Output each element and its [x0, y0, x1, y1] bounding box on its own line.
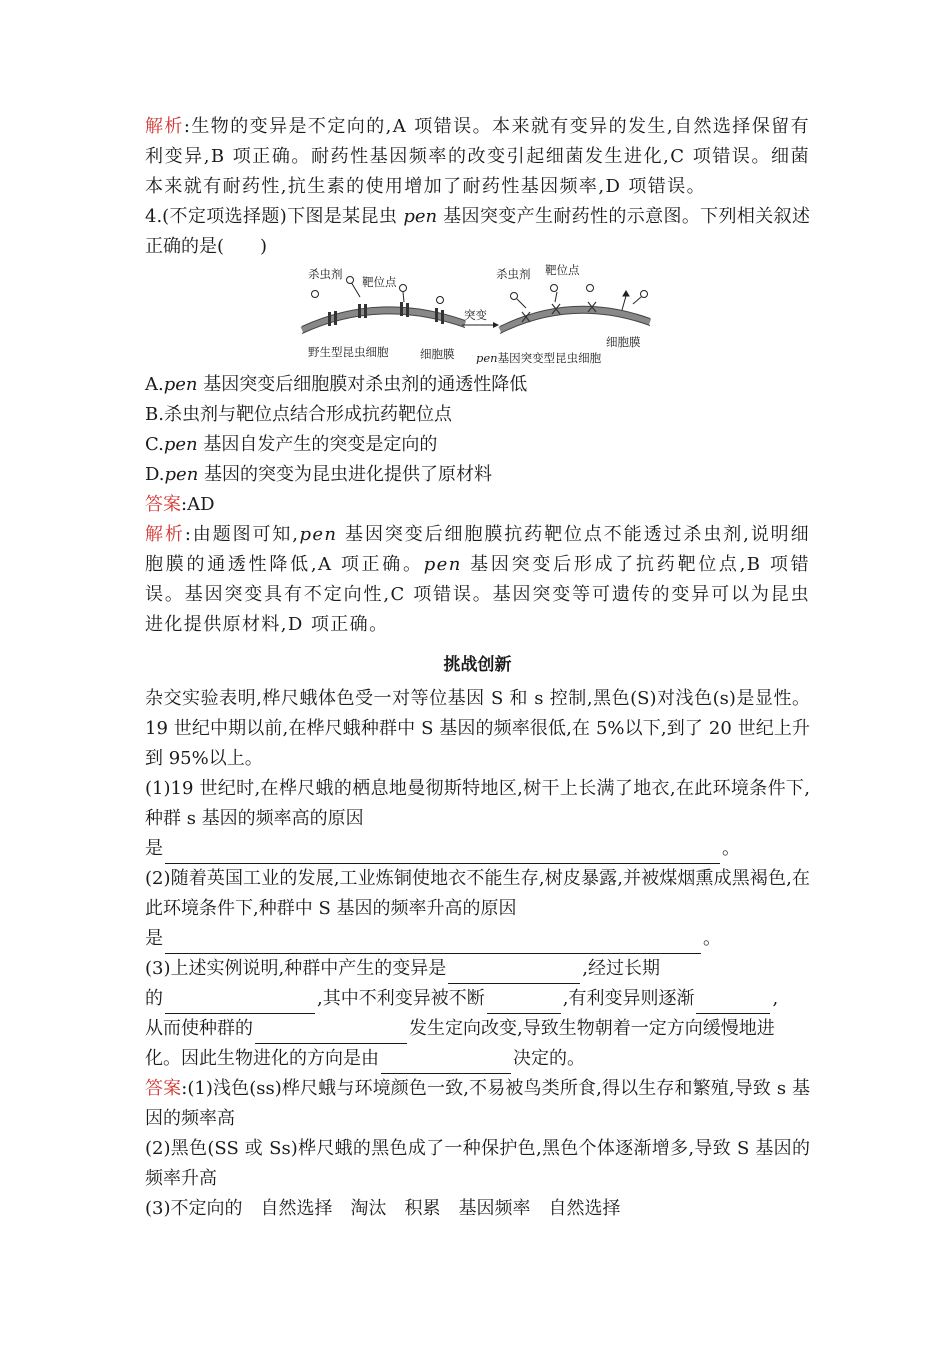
- answer-label: 答案: [145, 494, 181, 515]
- text: 是: [145, 838, 163, 859]
- analysis-paragraph: [145, 520, 810, 640]
- text: ,有利变异则逐渐: [562, 988, 695, 1009]
- challenge-q3-line3: [145, 1014, 810, 1044]
- text: ,: [772, 988, 779, 1009]
- challenge-q1-blank-line: [145, 834, 810, 864]
- option-d: [145, 460, 810, 490]
- label-target-right: 靶位点: [545, 264, 580, 277]
- answer-line: [145, 490, 810, 520]
- text: ,其中不利变异被不断: [317, 988, 485, 1009]
- analysis-text: :生物的变异是不定向的,A 项错误。本来就有变异的发生,自然选择保留有利变异,B 项正确。耐药性基因频率的改变引起细菌发生进化,C 项错误。细菌本来就有耐药性,抗生素的使用增加了耐药性基因频率,D 项错误。: [145, 116, 810, 197]
- challenge-q2-blank-line: [145, 924, 810, 954]
- document-page: [145, 112, 810, 1224]
- label-membrane-left: 细胞膜: [420, 347, 455, 361]
- challenge-answer-2: (2)黑色(SS 或 Ss)桦尺蛾的黑色成了一种保护色,黑色个体逐渐增多,导致 S 基因的频率升高: [145, 1138, 810, 1189]
- analysis-paragraph: [145, 112, 810, 202]
- challenge-q3-line4: [145, 1044, 810, 1074]
- answer-blank[interactable]: [381, 1051, 511, 1074]
- text: (3)上述实例说明,种群中产生的变异是: [145, 958, 447, 979]
- label-mutant-cell: [476, 351, 602, 364]
- label-membrane-right: 细胞膜: [606, 335, 641, 349]
- label-target-left: 靶位点: [362, 275, 397, 289]
- text: 。: [703, 928, 721, 949]
- gene-name: pen: [403, 206, 438, 227]
- label-insecticide-right: 杀虫剂: [496, 267, 531, 281]
- text: 发生定向改变,导致生物朝着一定方向缓慢地进: [409, 1018, 775, 1039]
- text: 决定的。: [513, 1048, 585, 1069]
- option-text: 基因的突变为昆虫进化提供了原材料: [198, 464, 493, 485]
- challenge-q3-line1: [145, 954, 810, 984]
- option-text: 基因自发产生的突变是定向的: [197, 434, 438, 455]
- answer-label: 答案: [145, 1078, 182, 1099]
- question-4-stem: [145, 202, 810, 262]
- question-stem-text: 4.(不定项选择题)下图是某昆虫: [145, 206, 404, 227]
- text: ,经过长期: [582, 958, 660, 979]
- label-wild-type-cell: 野生型昆虫细胞: [308, 345, 389, 359]
- gene-name: pen: [163, 434, 198, 455]
- answer-blank[interactable]: [448, 961, 580, 984]
- question-stem-text: 基因突变产生耐药性的示意图。下列相关叙述正确的是( ): [145, 206, 810, 257]
- analysis-text: 基因突变后形成了抗药靶位点,B 项错误。基因突变具有不定向性,C 项错误。基因突变等可遗传的变异可以为昆虫进化提供原材料,D 项正确。: [145, 554, 810, 635]
- option-c: [145, 430, 810, 460]
- analysis-text: :由题图可知,: [184, 524, 300, 545]
- gene-name: pen: [164, 464, 199, 485]
- challenge-q3-line2: [145, 984, 810, 1014]
- option-prefix: A.: [145, 374, 164, 395]
- option-text: 基因突变后细胞膜对杀虫剂的通透性降低: [197, 374, 528, 395]
- answer-blank[interactable]: [487, 991, 561, 1014]
- challenge-answer-3: (3)不定向的 自然选择 淘汰 积累 基因频率 自然选择: [145, 1198, 621, 1219]
- answer-blank[interactable]: [696, 991, 770, 1014]
- text: 的: [145, 988, 163, 1009]
- analysis-label: 解析: [145, 524, 185, 545]
- gene-name: pen: [299, 524, 338, 545]
- analysis-text: 基因突变后细胞膜抗药靶位点不能透过杀虫剂,说明细胞膜的通透性降低,A 项正确。: [145, 524, 810, 575]
- answer-text: :(1)浅色(ss)桦尺蛾与环境颜色一致,不易被鸟类所食,得以生存和繁殖,导致 s 基因的频率高: [145, 1078, 810, 1129]
- option-prefix: B.: [145, 404, 164, 425]
- label-mutation: 突变: [464, 308, 487, 322]
- section-title: 挑战创新: [443, 655, 512, 675]
- label-mutant-gene: pen: [476, 351, 498, 364]
- challenge-answer-1: [145, 1074, 810, 1134]
- text: 是: [145, 928, 163, 949]
- gene-name: pen: [163, 374, 198, 395]
- option-prefix: C.: [145, 434, 164, 455]
- option-prefix: D.: [145, 464, 165, 485]
- option-text: 杀虫剂与靶位点结合形成抗药靶位点: [163, 404, 452, 425]
- label-insecticide-left: 杀虫剂: [308, 267, 343, 281]
- answer-blank[interactable]: [165, 991, 315, 1014]
- answer-blank[interactable]: [165, 841, 720, 864]
- text: 。: [722, 838, 740, 859]
- text: 从而使种群的: [145, 1018, 253, 1039]
- mutation-arrow-head: [493, 322, 499, 328]
- answer-blank[interactable]: [255, 1021, 407, 1044]
- gene-name: pen: [423, 554, 462, 575]
- answer-value: :AD: [181, 494, 215, 515]
- option-a: [145, 370, 810, 400]
- mutation-diagram: [300, 264, 660, 364]
- label-mutant-rest: 基因突变型昆虫细胞: [497, 351, 602, 364]
- answer-blank[interactable]: [165, 931, 701, 954]
- text: 化。因此生物进化的方向是由: [145, 1048, 379, 1069]
- mutation-diagram-svg: [300, 264, 660, 364]
- analysis-label: 解析: [145, 116, 184, 137]
- option-b: [145, 400, 810, 430]
- challenge-intro: 杂交实验表明,桦尺蛾体色受一对等位基因 S 和 s 控制,黑色(S)对浅色(s)是显性。19 世纪中期以前,在桦尺蛾种群中 S 基因的频率很低,在 5%以下,到了 20 世纪上升到 95%以上。: [145, 688, 810, 769]
- challenge-q1: (1)19 世纪时,在桦尺蛾的栖息地曼彻斯特地区,树干上长满了地衣,在此环境条件下,种群 s 基因的频率高的原因: [145, 778, 810, 829]
- challenge-q2: (2)随着英国工业的发展,工业炼铜使地衣不能生存,树皮暴露,并被煤烟熏成黑褐色,在此环境条件下,种群中 S 基因的频率升高的原因: [145, 868, 810, 919]
